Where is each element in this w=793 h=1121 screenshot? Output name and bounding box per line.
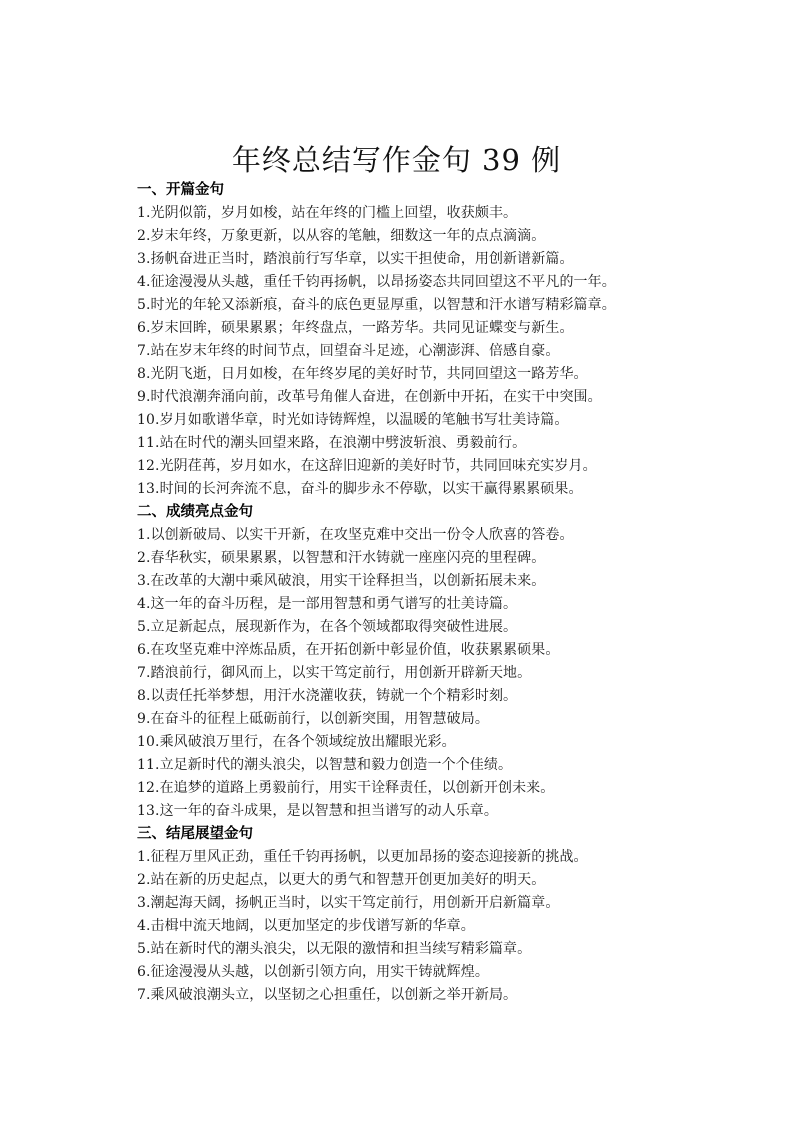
list-item: 5.时光的年轮又添新痕，奋斗的底色更显厚重，以智慧和汗水谱写精彩篇章。 (137, 297, 616, 313)
list-item: 11.站在时代的潮头回望来路，在浪潮中劈波斩浪、勇毅前行。 (137, 435, 527, 451)
list-item: 10.岁月如歌谱华章，时光如诗铸辉煌，以温暖的笔触书写壮美诗篇。 (137, 412, 569, 428)
list-item: 13.这一年的奋斗成果，是以智慧和担当谱写的动人乐章。 (137, 803, 498, 819)
section-heading: 一、开篇金句 (137, 182, 224, 198)
list-item: 6.征途漫漫从头越，以创新引领方向，用实干铸就辉煌。 (137, 964, 489, 980)
list-item: 2.岁末年终，万象更新，以从容的笔触，细数这一年的点点滴滴。 (137, 228, 546, 244)
list-item: 3.扬帆奋进正当时，踏浪前行写华章，以实干担使命，用创新谱新篇。 (137, 251, 574, 267)
list-item: 5.立足新起点，展现新作为，在各个领域都取得突破性进展。 (137, 619, 518, 635)
list-item: 5.站在新时代的潮头浪尖，以无限的激情和担当续写精彩篇章。 (137, 941, 532, 957)
list-item: 9.在奋斗的征程上砥砺前行，以创新突围，用智慧破局。 (137, 711, 489, 727)
list-item: 11.立足新时代的潮头浪尖，以智慧和毅力创造一个个佳绩。 (137, 757, 513, 773)
list-item: 7.乘风破浪潮头立，以坚韧之心担重任，以创新之举开新局。 (137, 987, 518, 1003)
list-item: 8.光阴飞逝，日月如梭，在年终岁尾的美好时节，共同回望这一路芳华。 (137, 366, 588, 382)
list-item: 12.光阴荏苒，岁月如水，在这辞旧迎新的美好时节，共同回味充实岁月。 (137, 458, 597, 474)
list-item: 1.以创新破局、以实干开新，在攻坚克难中交出一份令人欣喜的答卷。 (137, 527, 574, 543)
document-title: 年终总结写作金句 39 例 (231, 143, 562, 177)
section-heading: 二、成绩亮点金句 (137, 504, 253, 520)
list-item: 4.击楫中流天地阔，以更加坚定的步伐谱写新的华章。 (137, 918, 475, 934)
list-item: 12.在追梦的道路上勇毅前行，用实干诠释责任，以创新开创未来。 (137, 780, 555, 796)
list-item: 3.潮起海天阔，扬帆正当时，以实干笃定前行，用创新开启新篇章。 (137, 895, 560, 911)
list-item: 4.这一年的奋斗历程，是一部用智慧和勇气谱写的壮美诗篇。 (137, 596, 518, 612)
document-body (137, 179, 697, 1007)
list-item: 2.站在新的历史起点，以更大的勇气和智慧开创更加美好的明天。 (137, 872, 546, 888)
list-item: 2.春华秋实，硕果累累，以智慧和汗水铸就一座座闪亮的里程碑。 (137, 550, 546, 566)
list-item: 4.征途漫漫从头越，重任千钧再扬帆，以昂扬姿态共同回望这不平凡的一年。 (137, 274, 616, 290)
list-item: 10.乘风破浪万里行，在各个领域绽放出耀眼光彩。 (137, 734, 456, 750)
list-item: 3.在改革的大潮中乘风破浪，用实干诠释担当，以创新拓展未来。 (137, 573, 546, 589)
list-item: 8.以责任托举梦想，用汗水浇灌收获，铸就一个个精彩时刻。 (137, 688, 518, 704)
list-item: 7.踏浪前行，御风而上，以实干笃定前行，用创新开辟新天地。 (137, 665, 532, 681)
list-item: 9.时代浪潮奔涌向前，改革号角催人奋进，在创新中开拓，在实干中突围。 (137, 389, 602, 405)
list-item: 6.在攻坚克难中淬炼品质，在开拓创新中彰显价值，收获累累硕果。 (137, 642, 560, 658)
list-item: 7.站在岁末年终的时间节点，回望奋斗足迹，心潮澎湃、倍感自豪。 (137, 343, 560, 359)
list-item: 1.征程万里风正劲，重任千钧再扬帆，以更加昂扬的姿态迎接新的挑战。 (137, 849, 588, 865)
list-item: 6.岁末回眸，硕果累累；年终盘点，一路芳华。共同见证蝶变与新生。 (137, 320, 574, 336)
list-item: 13.时间的长河奔流不息，奋斗的脚步永不停歇，以实干赢得累累硕果。 (137, 481, 583, 497)
section-heading: 三、结尾展望金句 (137, 826, 253, 842)
list-item: 1.光阴似箭，岁月如梭，站在年终的门槛上回望，收获颇丰。 (137, 205, 518, 221)
